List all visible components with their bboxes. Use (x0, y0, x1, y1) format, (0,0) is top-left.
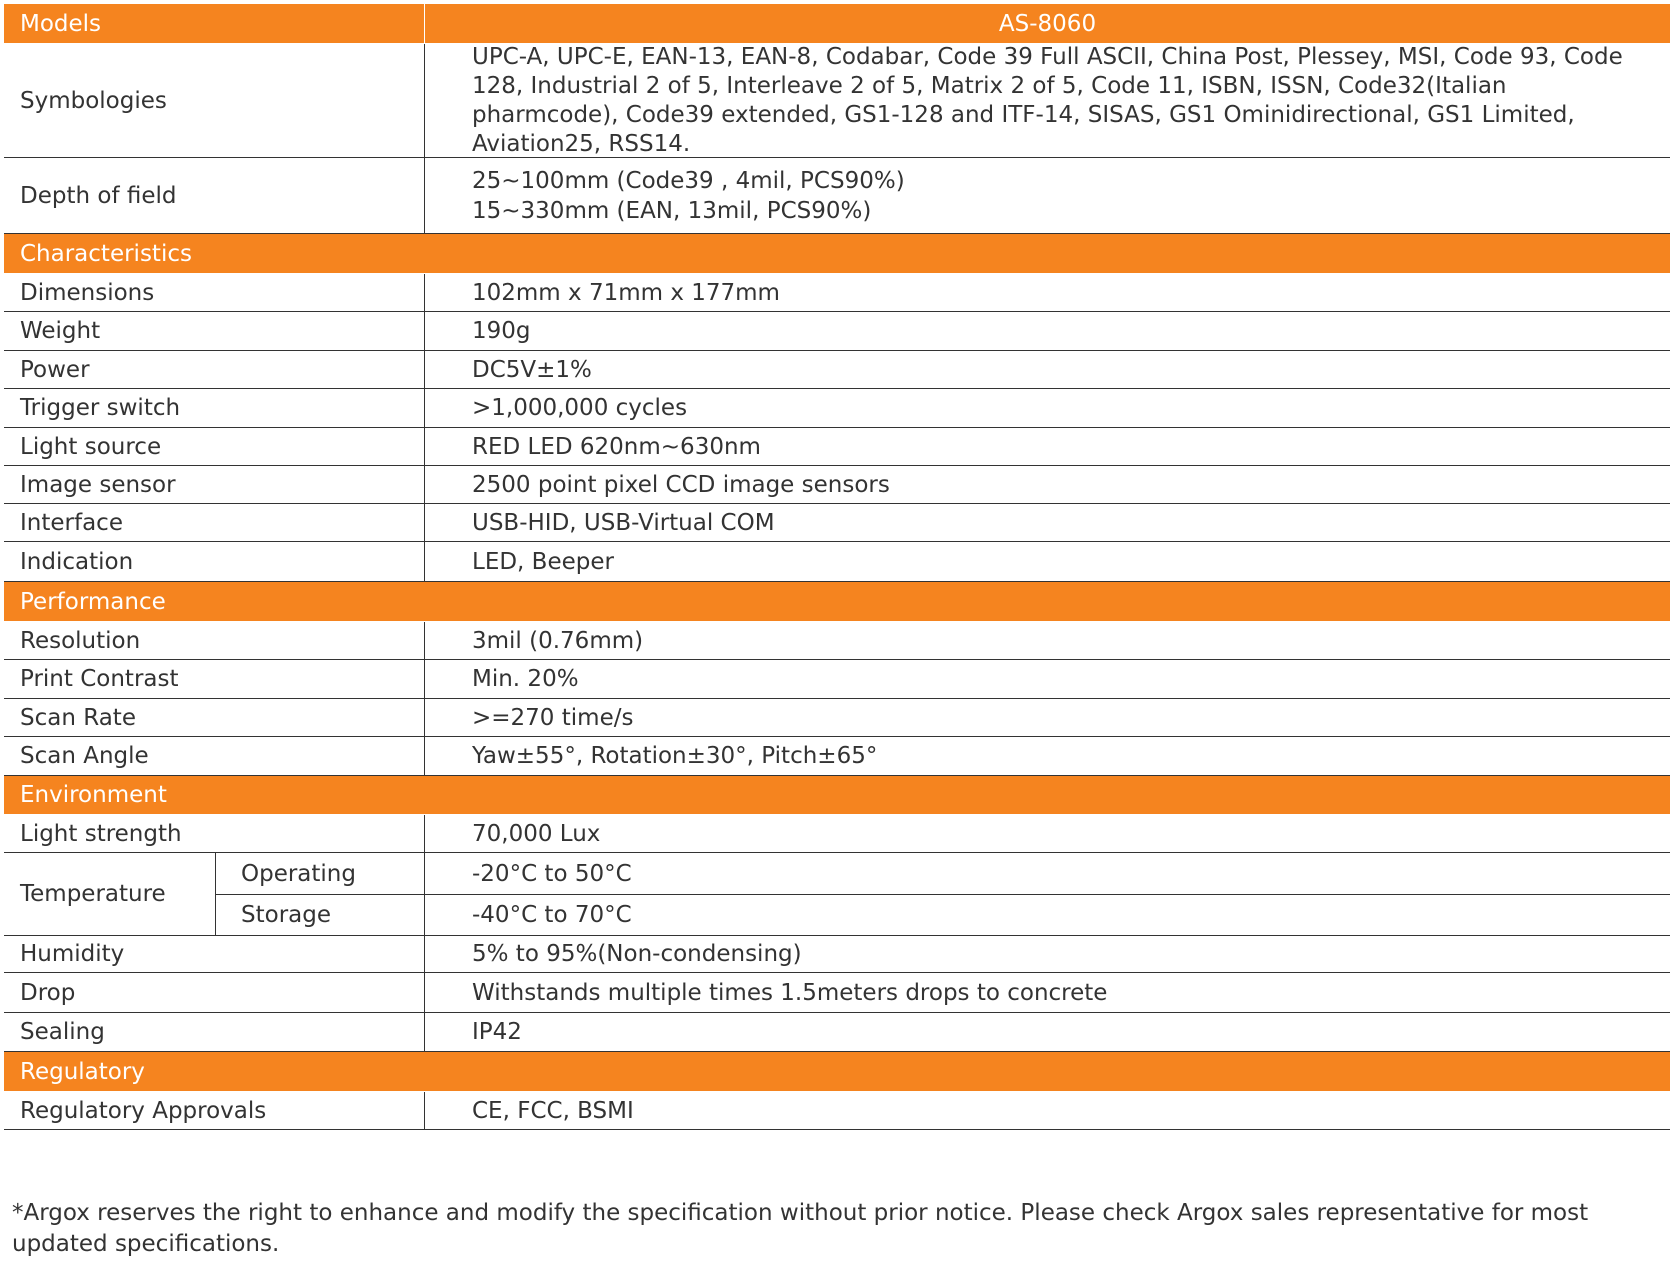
table-row (4, 1092, 1670, 1130)
row-label: Regulatory Approvals (4, 1092, 425, 1129)
section-title: Environment (20, 782, 167, 808)
row-value: 102mm x 71mm x 177mm (472, 279, 780, 306)
depth-of-field-row (4, 158, 1670, 234)
row-label: Indication (4, 542, 425, 581)
row-value: IP42 (472, 1019, 522, 1045)
section-title: Regulatory (20, 1058, 145, 1085)
row-label: Interface (4, 504, 425, 541)
table-row (4, 660, 1670, 699)
storage-label: Storage (216, 894, 425, 935)
row-value: Min. 20% (472, 666, 579, 692)
depth-of-field-value (425, 158, 1670, 233)
models-label: Models (4, 4, 425, 43)
storage-value: -40°C to 70°C (472, 901, 632, 928)
depth-of-field-line-1: 25~100mm (Code39 , 4mil, PCS90%) (472, 167, 905, 194)
row-value: 5% to 95%(Non-condensing) (472, 941, 802, 967)
table-row (4, 389, 1670, 428)
row-label: Light source (4, 428, 425, 465)
table-row (4, 936, 1670, 973)
section-title: Characteristics (20, 240, 192, 267)
row-value: 70,000 Lux (472, 820, 601, 847)
table-row (4, 312, 1670, 351)
row-label: Power (4, 351, 425, 388)
row-value: 2500 point pixel CCD image sensors (472, 471, 890, 498)
section-header-environment (4, 776, 1670, 815)
row-value: 3mil (0.76mm) (472, 627, 644, 654)
depth-of-field-line-2: 15~330mm (EAN, 13mil, PCS90%) (472, 197, 872, 224)
table-row (4, 622, 1670, 660)
row-label: Trigger switch (4, 389, 425, 427)
row-value: USB-HID, USB-Virtual COM (472, 509, 775, 536)
table-row (4, 466, 1670, 504)
table-row (4, 504, 1670, 542)
row-label: Dimensions (4, 274, 425, 311)
row-value: >=270 time/s (472, 704, 634, 731)
table-row (4, 815, 1670, 853)
row-value: 190g (472, 318, 531, 344)
row-label: Scan Rate (4, 699, 425, 736)
table-row (4, 973, 1670, 1013)
table-row (4, 737, 1670, 776)
row-label: Sealing (4, 1013, 425, 1051)
temperature-operating-row (216, 853, 1670, 895)
row-value: RED LED 620nm~630nm (472, 433, 761, 460)
row-label: Weight (4, 312, 425, 350)
row-value: Yaw±55°, Rotation±30°, Pitch±65° (472, 743, 878, 769)
symbologies-row (4, 44, 1670, 158)
models-header-row (4, 4, 1670, 44)
operating-label: Operating (216, 853, 425, 894)
table-row (4, 1013, 1670, 1052)
row-value: Withstands multiple times 1.5meters drops to concrete (472, 979, 1108, 1006)
section-header-performance (4, 582, 1670, 622)
footnote: *Argox reserves the right to enhance and modify the specification without prior notice. Please check Argox sales representative for most updated specifications. (12, 1200, 1589, 1257)
temperature-storage-row (216, 894, 1670, 935)
section-header-regulatory (4, 1052, 1670, 1092)
table-row (4, 542, 1670, 582)
operating-value: -20°C to 50°C (472, 860, 632, 887)
model-name: AS-8060 (998, 10, 1097, 37)
spec-table (4, 4, 1670, 1130)
row-label: Light strength (4, 815, 425, 852)
symbologies-label: Symbologies (4, 44, 425, 157)
row-value: LED, Beeper (472, 548, 614, 575)
table-row (4, 428, 1670, 466)
row-label: Drop (4, 973, 425, 1012)
section-title: Performance (20, 588, 166, 615)
table-row (4, 274, 1670, 312)
row-value: CE, FCC, BSMI (472, 1097, 634, 1124)
row-value: DC5V±1% (472, 356, 592, 383)
row-label: Scan Angle (4, 737, 425, 775)
table-row (4, 351, 1670, 389)
row-label: Resolution (4, 622, 425, 659)
row-label: Humidity (4, 936, 425, 972)
temperature-row (4, 853, 1670, 936)
section-header-characteristics (4, 234, 1670, 274)
temperature-label: Temperature (4, 853, 216, 935)
row-value: >1,000,000 cycles (472, 395, 688, 421)
row-label: Image sensor (4, 466, 425, 503)
table-row (4, 699, 1670, 737)
symbologies-value: UPC-A, UPC-E, EAN-13, EAN-8, Codabar, Code 39 Full ASCII, China Post, Plessey, MSI, Code 93, Code 128, Industrial 2 of 5, Interleave 2 of 5, Matrix 2 of 5, Code 11, ISBN, ISSN, Code32(Italian pharmcode), Code39 extended, GS1-128 and ITF-14, SISAS, GS1 Ominidirectional, GS1 Limited, Aviation25, RSS14. (472, 43, 1623, 157)
row-label: Print Contrast (4, 660, 425, 698)
depth-of-field-label: Depth of field (4, 158, 425, 233)
